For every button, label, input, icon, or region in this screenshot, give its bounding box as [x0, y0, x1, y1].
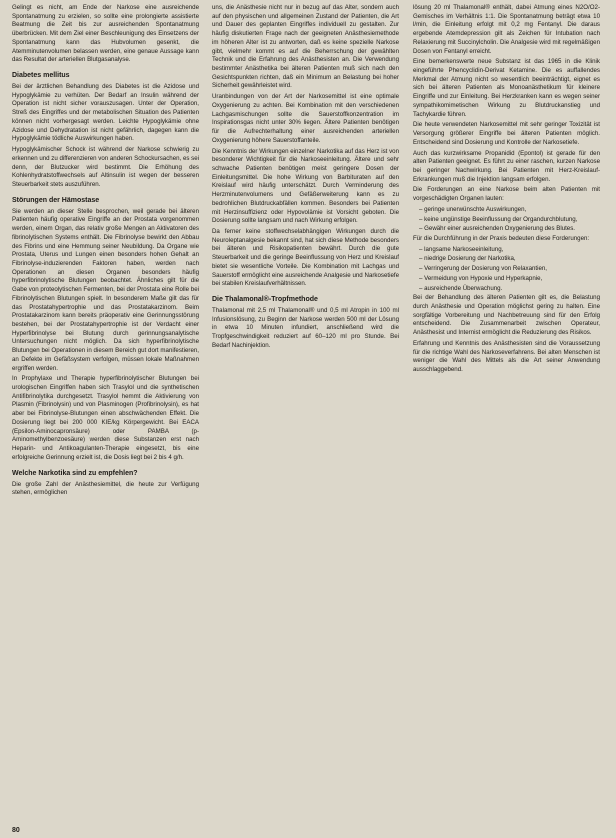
paragraph: Eine bemerkenswerte neue Substanz ist das 1965 in die Klinik eingeführte Phencyclidin-Derivat Ketamine. Die es auffallendes Merkmal der Atmung nicht so wesentlich beeinträchtigt, eignet es sich bei älteren Patienten als Monoanästhetikum für kleinere Eingriffe und zur Einleitung. Bei Herzkranken kann es wegen seiner sympathikomimetischen Wirkung zu Blutdruckanstieg und Tachykardie führen. — [413, 58, 600, 118]
practice-list — [413, 246, 600, 294]
list-item: – Gewähr einer ausreichenden Oxygenierung des Blutes. — [419, 225, 600, 234]
section-heading: Störungen der Hämostase — [12, 196, 100, 204]
paragraph: Auch das kurzwirksame Propanidid (Epontol) ist gerade für den alten Patienten geeignet. Es führt zu einer raschen, kurzen Narkose bei geringer Nachwirkung. Bei Patienten mit Herz-Kreislauf-Erkrankungen muß die Injektion langsam erfolgen. — [413, 149, 600, 183]
section-heading: Diabetes mellitus — [12, 72, 70, 80]
paragraph: Bei der ärztlichen Behandlung des Diabetes ist die Azidose und Hypoglykämie zu verhüten. Der Bedarf an Insulin während der Operation ist nicht sicher vorauszusagen. Unter der Operation, Streß des Eingriffes und der metabolischen Situation des Patienten können nicht vorhergesagt werden. Leichte Hypoglykämie ohne Azidose und Dehydratation ist nicht gefährlich, dagegen kann die Hypoglykämie tödliche Auswirkungen haben. — [12, 83, 199, 143]
paragraph: lösung 20 ml Thalamonal® enthält, dabei Atmung eines N2O/O2-Gemisches im Verhältnis 1:1. Die Spontanatmung beträgt etwa 10 l/min, die Einleitung erfolgt mit 0,2 mg Fentanyl. Die daraus ergebende Atemdepression gilt als Zeichen für Intubation nach Relaxierung mit Succinylcholin. Die Analgesie wird mit regelmäßigen Dosen von Fentanyl erreicht. — [413, 4, 600, 55]
paragraph: Erfahrung und Kenntnis des Anästhesisten sind die Voraussetzung für die richtige Wahl des Narkoseverfahrens. Bei alten Menschen ist weniger die Wahl des Mittels als die Art seiner Anwendung ausschlaggebend. — [413, 339, 600, 374]
page-number: 80 — [12, 827, 20, 834]
list-item: – keine ungünstige Beeinflussung der Organdurchblutung, — [419, 216, 600, 225]
text-column-2 — [212, 4, 399, 830]
paragraph: Da ferner keine stoffwechselabhängigen Wirkungen durch die Neuroleptanalgesie bekannt sind, hat sich diese Methode besonders bei älteren und Risikopatienten bewährt. Durch die gute Steuerbarkeit und die geringe Beeinflussung von Herz und Kreislauf bietet sie wesentliche Vorteile. Die Kombination mit Lachgas und Sauerstoff ermöglicht eine ausreichende Analgesie und Narkosetiefe bei stabilen Kreislaufverhältnissen. — [212, 227, 399, 288]
list-item: – ausreichende Überwachung. — [419, 285, 600, 294]
text-column-1 — [12, 4, 199, 830]
paragraph: Die Kenntnis der Wirkungen einzelner Narkotika auf das Herz ist von besonderer Wichtigkeit für die Narkoseeinleitung. Ältere und sehr schwache Patienten benötigen meist geringere Dosen der Einleitungsmittel. Die hohe Wirkung von Barbituraten auf den Kreislauf wird häufig unterschätzt. Durch Verminderung des Herzminutenvolumens und Gefäßerweiterung kann es zu bedrohlichen Blutdruckabfällen kommen. Besonders bei Patienten mit Herzinsuffizienz oder Hypovolämie ist Vorsicht geboten. Die Dosierung sollte langsam und nach Wirkung erfolgen. — [212, 147, 399, 225]
paragraph: Gelingt es nicht, am Ende der Narkose eine ausreichende Spontanatmung zu erzielen, so sollte eine prolongierte assistierte Beatmung die Zeit bis zur ausreichenden Spontanatmung überbrücken. Mit dem Ziel einer Beschleunigung des Einsetzens der Spontanatmung kann das Hubvolumen gesenkt, die Atemminutenvolumen belassen werden, eine genaue Aussage kann das Resultat der arteriellen Blutgasanalyse. — [12, 4, 199, 64]
paragraph: uns, die Anästhesie nicht nur in bezug auf das Alter, sondern auch auf den physischen und allgemeinen Zustand der Patienten, die Art und Dauer des geplanten Eingriffes individuell zu gestalten. Zur häufig diskutierten Frage nach der geeigneten Anästhesiemethode im höheren Alter ist zu antworten, daß es keine spezielle Narkose gibt, vielmehr kommt es auf die Beherrschung der gewählten Technik und die Erfahrung des Anästhesisten an. Die Verwendung bestimmter Anästhetika bei älteren Patienten muß sich nach den Gesichtspunkten richten, daß ein Minimum an Belastung bei hoher Sicherheit gewährleistet wird. — [212, 4, 399, 90]
list-item: – Vermeidung von Hypoxie und Hyperkapnie, — [419, 275, 600, 284]
text-column-3 — [413, 4, 600, 830]
paragraph: Für die Durchführung in der Praxis bedeuten diese Forderungen: — [413, 234, 590, 242]
paragraph: Hypoglykämischer Schock ist während der Narkose schwierig zu erkennen und zu differenzieren von anderen Schockursachen, es sei denn, der Blutzucker wird bestimmt. Die Erhöhung des Kohlenhydratstoffwechsels auf Altinsulin ist wegen der besseren Steuerbarkeit stets auszuführen. — [12, 146, 199, 188]
paragraph: Sie werden an dieser Stelle besprochen, weil gerade bei älteren Patienten häufig operative Eingriffe an der Prostata vorgenommen werden, einem Organ, das relativ große Mengen an Aktivatoren des fibrinolytischen Systems enthält. Die Fibrinolyse bewirkt den Abbau des Fibrins und eine Hemmung seiner Neubildung. Da Organe wie Prostata, Uterus und Lungen einen besonders hohen Gehalt an Fibrinolyse-induzierenden Faktoren haben, werden nach Operationen an diesen Organen besonders häufig hyperfibrinolytische Blutungen beobachtet. Ähnliches gilt für die Gabe von proteolytischen Fermenten, bei der Prostata eine Rolle bei Fibrinolytischen Blutungen spielt. In besonderem Maße gilt das für das Prostatahypertrophie und das Prostatakarzinom. Beim Prostatakarzinom kann bereits präoperativ eine Gerinnungsstörung bestehen, bei der Prostatahypertrophie ist der Verdacht einer Hyperfibrinolyse bei Blutung durch gerinnungsanalytische Untersuchungen nicht möglich. Da sich hyperfibrinolytische Blutungen bei Operationen in diesem Bereich gut dort manifestieren, an Defekte im Gefäßsystem verfolgen, müssen lokale Maßnahmen ergriffen werden. — [12, 207, 199, 372]
section-heading: Die Thalamonal®-Tropfmethode — [212, 296, 318, 303]
list-item: – geringe unerwünschte Auswirkungen, — [419, 206, 600, 215]
paragraph: In Prophylaxe und Therapie hyperfibrinolytischer Blutungen bei urologischen Eingriffen haben sich Trasylol und die synthetischen Antifibrinolytika durchgesetzt. Trasylol hemmt die Aktivierung von Plasmin (Fibrinolysin) und von Plasminogen (Profibrinolysin), es hat aber bei Fibrinolyse-Blutungen einen abschwächenden Effekt. Die Dosierung liegt bei 200 000 KIE/kg Körpergewicht. Bei EACA (Epsilon-Aminocapronsäure) oder PAMBA (p-Aminomethylbenzoesäure) werden diese Substanzen erst nach Heparin- und Antikoagulanten-Therapie eingesetzt, bis eine erfolgreiche Gerinnung erzielt ist, die Dosis liegt bei 2 bis 4 g/h. — [12, 375, 199, 461]
list-item: – niedrige Dosierung der Narkotika, — [419, 255, 600, 264]
requirements-list — [413, 206, 600, 234]
paragraph: Die heute verwendeten Narkosemittel mit sehr geringer Toxizität ist Versorgung größerer Eingriffe bei älteren Patienten möglich. Entscheidend sind Dosierung und Kontrolle der Narkosetiefe. — [413, 121, 600, 146]
paragraph: Uranbindungen von der Art der Narkosemittel ist eine optimale Oxygenierung zu achten. Bei Kombination mit den verschiedenen Lachgasmischungen sollte die Sauerstoffkonzentration im Inspirationsgas nicht unter 30% liegen. Ältere Patienten benötigen für die Aufrechterhaltung einer ausreichenden arteriellen Oxygenierung höhere Sauerstoffanteile. — [212, 93, 399, 144]
list-item: – Verringerung der Dosierung von Relaxantien, — [419, 265, 600, 274]
paragraph: Bei der Behandlung des älteren Patienten gilt es, die Belastung durch Anästhesie und Operation möglichst gering zu halten. Eine sorgfältige Vorbereitung und Nachbetreuung sind für den Erfolg entscheidend. Die Zusammenarbeit zwischen Operateur, Anästhesist und Internist ermöglicht die Reduzierung des Risikos. — [413, 294, 600, 337]
list-item: – langsame Narkoseeinleitung, — [419, 246, 600, 255]
section-heading: Welche Narkotika sind zu empfehlen? — [12, 469, 138, 477]
paragraph: Die Forderungen an eine Narkose beim alten Patienten mit vorgeschädigten Organen lauten: — [413, 186, 600, 203]
paragraph: Die große Zahl der Anästhesiemittel, die heute zur Verfügung stehen, ermöglichen — [12, 480, 199, 497]
paragraph: Thalamonal mit 2,5 ml Thalamonal® und 0,5 ml Atropin in 100 ml Infusionslösung, zu Beginn der Narkose werden 500 ml der Lösung in etwa 10 Minuten infundiert, anschließend wird die Tropfgeschwindigkeit reduziert auf 60–120 ml pro Stunde. Bei Bedarf Nachinjektion. — [212, 307, 399, 349]
